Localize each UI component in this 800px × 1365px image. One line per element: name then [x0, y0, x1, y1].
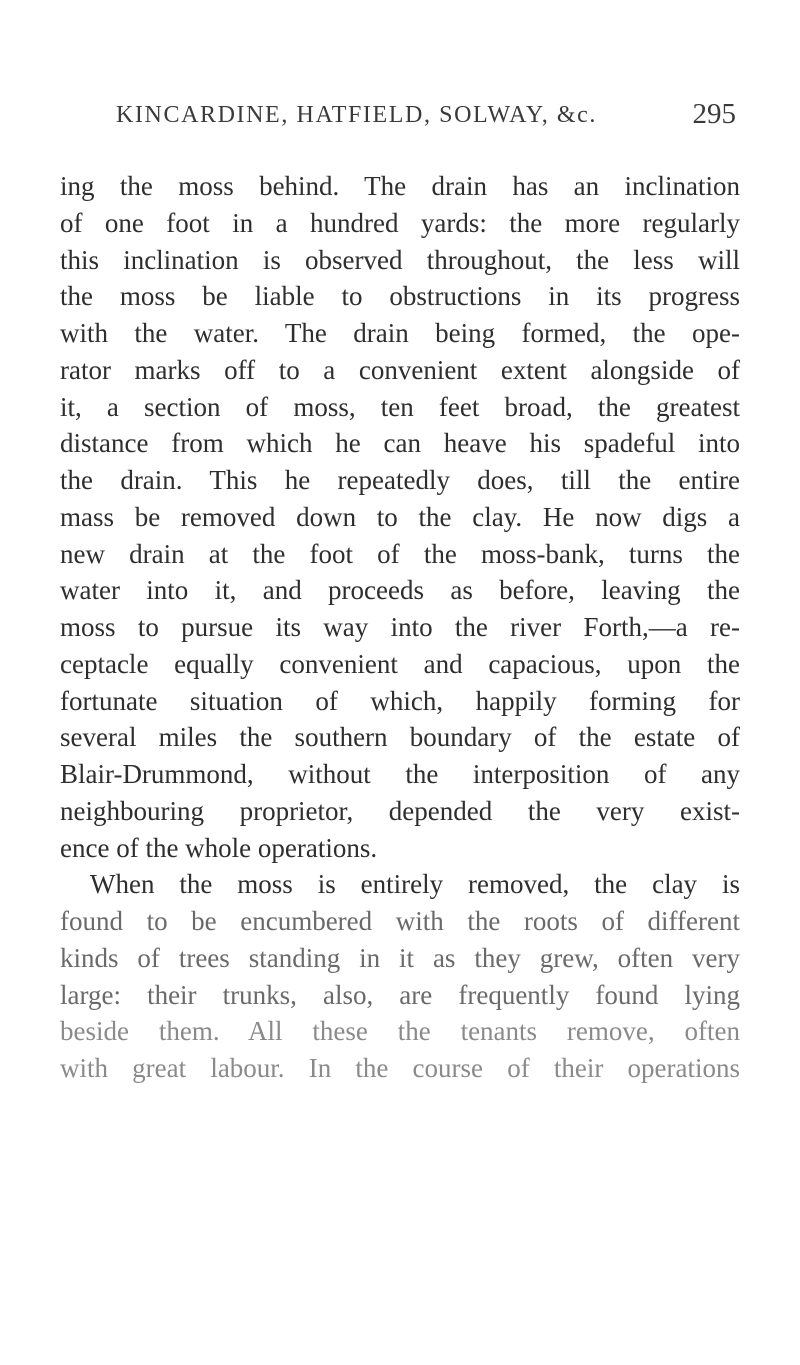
text-line: new drain at the foot of the moss-bank, turns the — [60, 538, 740, 569]
text-line: mass be removed down to the clay. He now digs a — [60, 501, 740, 532]
paragraph-start-line: When the moss is entirely removed, the clay is — [90, 869, 740, 900]
page-number: 295 — [692, 98, 736, 130]
text-line: neighbouring proprietor, depended the very exist- — [60, 795, 740, 826]
text-line: this inclination is observed throughout, the less will — [60, 244, 740, 275]
running-header — [116, 98, 736, 142]
paragraph-end-line: ence of the whole operations. — [60, 832, 378, 863]
text-line: fortunate situation of which, happily forming for — [60, 685, 740, 716]
text-line: several miles the southern boundary of the estate of — [60, 722, 740, 753]
text-line: moss to pursue its way into the river Forth,—a re- — [60, 612, 740, 642]
text-line: it, a section of moss, ten feet broad, the greatest — [60, 391, 740, 422]
text-line: water into it, and proceeds as before, leaving the — [60, 575, 740, 606]
text-line: ing the moss behind. The drain has an inclination — [60, 171, 740, 201]
text-line: distance from which he can heave his spadeful into — [60, 428, 740, 459]
body-text — [60, 168, 740, 1087]
text-line: of one foot in a hundred yards: the more regularly — [60, 207, 740, 238]
text-line: with the water. The drain being formed, the ope- — [60, 318, 740, 348]
text-line: the moss be liable to obstructions in its progress — [60, 281, 740, 312]
running-header-title: KINCARDINE, HATFIELD, SOLWAY, &c. — [116, 102, 598, 128]
text-line: large: their trunks, also, are frequently found lying — [60, 979, 740, 1010]
text-line: found to be encumbered with the roots of different — [60, 906, 740, 936]
text-line: kinds of trees standing in it as they grew, often very — [60, 942, 740, 973]
text-line: with great labour. In the course of their operations — [60, 1053, 740, 1083]
text-line: Blair-Drummond, without the interposition of any — [60, 759, 740, 789]
text-line: the drain. This he repeatedly does, till the entire — [60, 465, 740, 495]
text-line: rator marks off to a convenient extent alongside of — [60, 354, 740, 385]
text-line: ceptacle equally convenient and capacious, upon the — [60, 648, 740, 679]
text-line: beside them. All these the tenants remove, often — [60, 1016, 740, 1047]
